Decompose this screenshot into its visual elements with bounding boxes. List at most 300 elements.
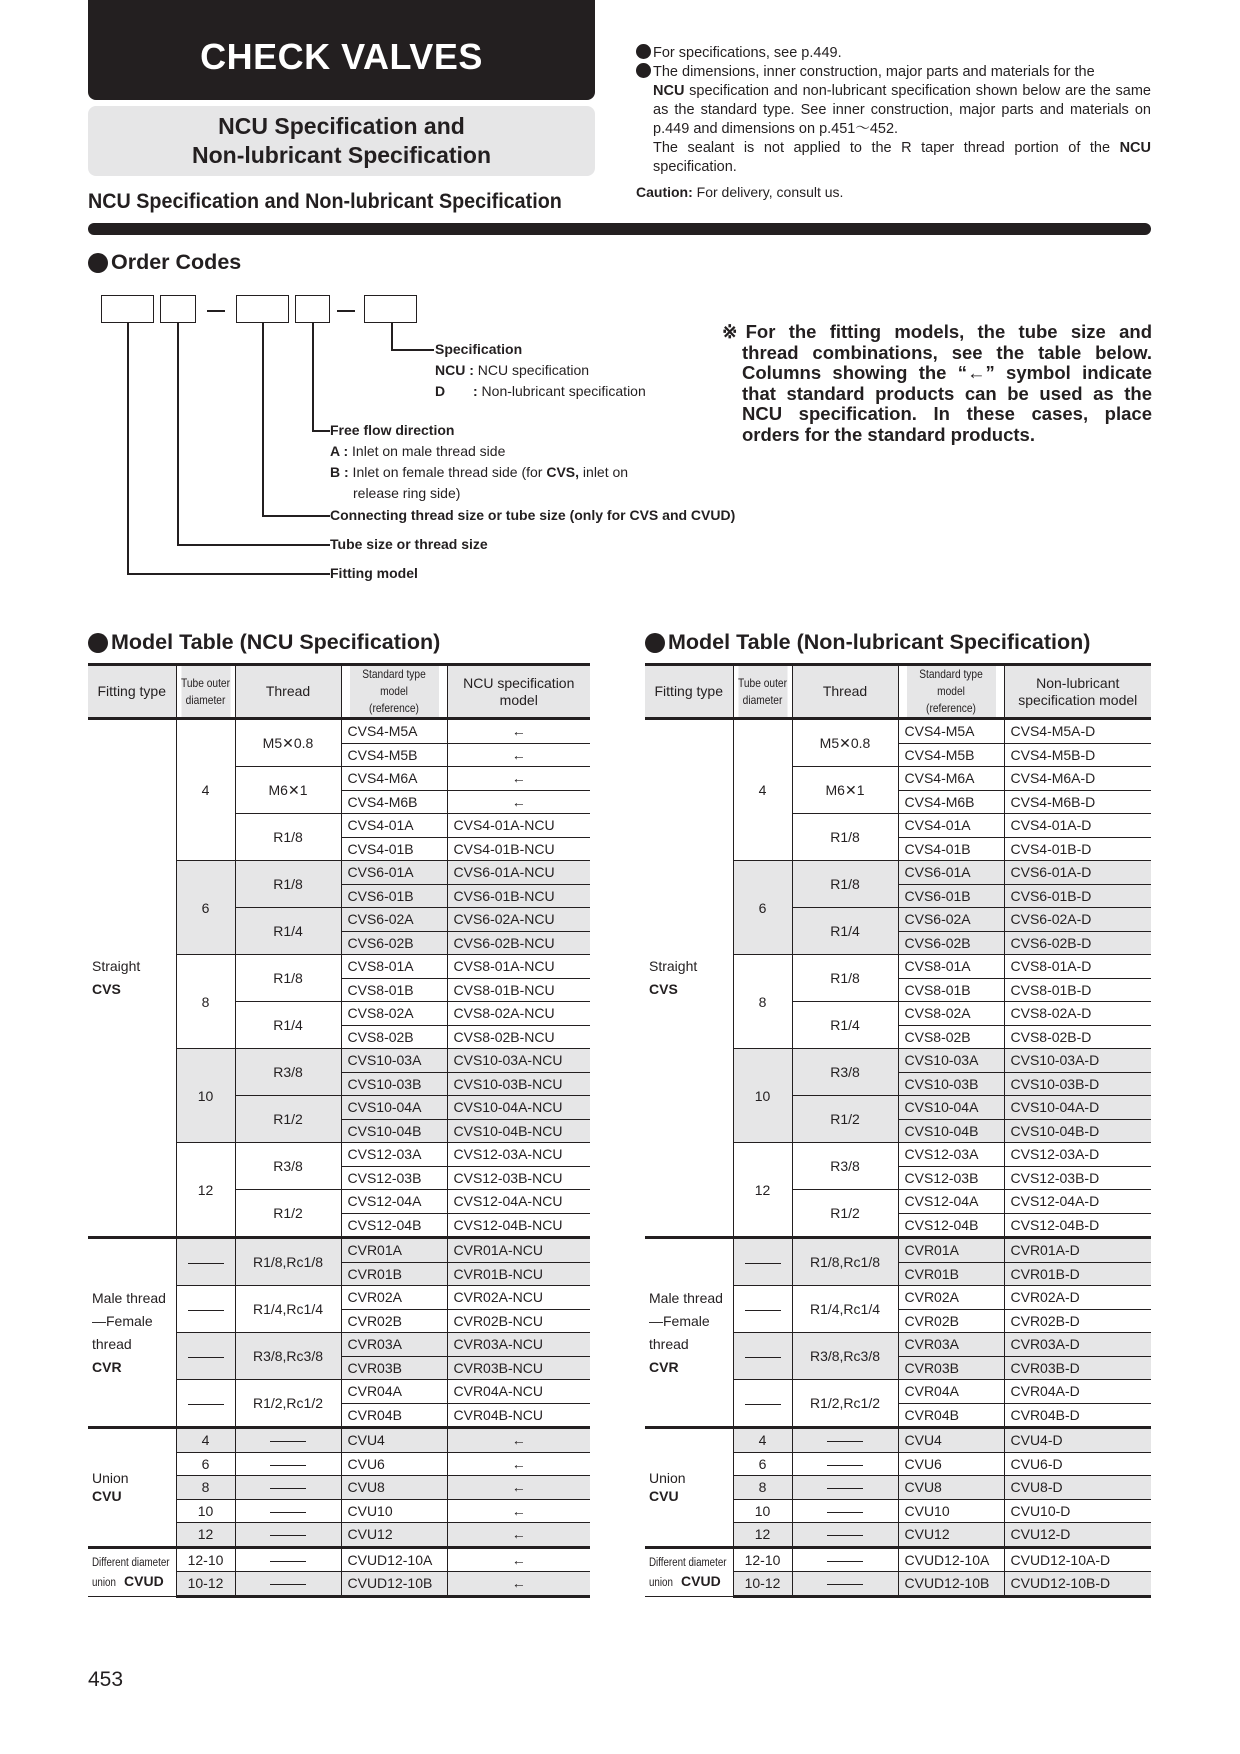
col-thread: Thread <box>792 665 898 719</box>
standard-model-cell: CVS10-03A <box>341 1049 447 1073</box>
spec-model-cell: CVR01B-D <box>1004 1262 1151 1286</box>
standard-model-cell: CVR03A <box>341 1333 447 1357</box>
table-row <box>645 1238 1151 1263</box>
thread-cell <box>792 1572 898 1597</box>
standard-model-cell: CVUD12-10A <box>341 1547 447 1572</box>
standard-model-cell: CVS6-02B <box>898 931 1004 955</box>
standard-model-cell: CVS4-01B <box>341 837 447 861</box>
standard-model-cell: CVU10 <box>341 1499 447 1523</box>
standard-model-cell: CVS12-04B <box>898 1213 1004 1238</box>
standard-model-cell: CVR03B <box>341 1356 447 1380</box>
spec-model-cell: CVS8-02A-D <box>1004 1002 1151 1026</box>
tube-od-cell: 4 <box>176 1428 235 1453</box>
thread-cell <box>792 1452 898 1476</box>
spec-model-cell: ← <box>447 1428 590 1453</box>
code-dash <box>207 310 225 312</box>
section-divider <box>88 223 1151 235</box>
thread-cell: R3/8 <box>792 1143 898 1190</box>
non-lubricant-model-table <box>645 663 1151 1598</box>
standard-model-cell: CVUD12-10B <box>898 1572 1004 1597</box>
spec-model-cell: CVR02B-NCU <box>447 1309 590 1333</box>
standard-model-cell: CVR02A <box>341 1286 447 1310</box>
standard-model-cell: CVS4-01A <box>898 814 1004 838</box>
standard-model-cell: CVS10-04A <box>898 1096 1004 1120</box>
table-row <box>88 1238 590 1263</box>
thread-cell: R1/4 <box>235 908 341 955</box>
dash-line <box>827 1584 863 1585</box>
standard-model-cell: CVS4-M5A <box>341 719 447 744</box>
table-row <box>88 1547 590 1572</box>
spec-model-cell: CVUD12-10A-D <box>1004 1547 1151 1572</box>
standard-model-cell: CVS10-04B <box>341 1119 447 1143</box>
free-flow-option-a: A : Inlet on male thread side <box>330 443 506 459</box>
spec-model-cell: CVU12-D <box>1004 1523 1151 1548</box>
fitting-remark: ※For the fitting models, the tube size and thread combinations, see the table below. Columns showing the “←” symbol indicate that standard products can be used as the NCU specification. In these cases, place orders for the standard products. <box>722 321 1152 445</box>
standard-model-cell: CVR02A <box>898 1286 1004 1310</box>
tube-od-cell: 8 <box>733 955 792 1049</box>
standard-model-cell: CVS4-M6A <box>341 767 447 791</box>
connector-line <box>391 323 393 350</box>
bullet-icon <box>645 633 665 653</box>
standard-model-cell: CVU6 <box>341 1452 447 1476</box>
standard-model-cell: CVS10-03B <box>898 1072 1004 1096</box>
spec-model-cell: CVR04B-D <box>1004 1403 1151 1428</box>
tube-od-cell: 10 <box>176 1499 235 1523</box>
dash-line <box>827 1512 863 1513</box>
spec-model-cell: CVS10-04A-D <box>1004 1096 1151 1120</box>
order-codes-heading: Order Codes <box>88 250 241 275</box>
thread-cell <box>792 1476 898 1500</box>
thread-cell: R1/2,Rc1/2 <box>792 1380 898 1428</box>
col-fitting-type: Fitting type <box>88 665 176 719</box>
tube-od-cell <box>176 1238 235 1286</box>
connector-line <box>177 323 179 545</box>
dash-line <box>188 1263 224 1264</box>
standard-model-cell: CVR04A <box>341 1380 447 1404</box>
dash-line <box>827 1465 863 1466</box>
spec-model-cell: CVS4-01A-D <box>1004 814 1151 838</box>
code-dash <box>337 310 355 312</box>
fitting-type-cvu: Union CVU <box>645 1428 733 1548</box>
standard-model-cell: CVS12-03A <box>341 1143 447 1167</box>
standard-model-cell: CVU4 <box>898 1428 1004 1453</box>
spec-model-cell: CVS8-01A-D <box>1004 955 1151 979</box>
standard-model-cell: CVS6-02A <box>341 908 447 932</box>
thread-cell: R1/2 <box>792 1096 898 1143</box>
page-number: 453 <box>88 1668 124 1691</box>
tube-od-cell: 10 <box>733 1049 792 1143</box>
spec-model-cell: CVUD12-10B-D <box>1004 1572 1151 1597</box>
spec-model-cell: CVS10-03A-D <box>1004 1049 1151 1073</box>
nl-table-heading: Model Table (Non-lubricant Specification) <box>645 630 1090 655</box>
tube-od-cell: 6 <box>176 1452 235 1476</box>
spec-model-cell: ← <box>447 1547 590 1572</box>
connector-line <box>312 323 314 431</box>
dash-line <box>270 1488 306 1489</box>
spec-model-cell: CVR01A-D <box>1004 1238 1151 1263</box>
bullet-icon <box>636 44 651 59</box>
spec-model-cell: CVS4-M5A-D <box>1004 719 1151 744</box>
spec-model-cell: CVR03A-NCU <box>447 1333 590 1357</box>
standard-model-cell: CVS12-03B <box>341 1166 447 1190</box>
thread-cell: R3/8 <box>792 1049 898 1096</box>
note-2-cont: NCU specification and non-lubricant specification shown below are the same as the standard type. See inner construction, major parts and materials on p.449 and dimensions on p.451～452. <box>653 83 1151 137</box>
dash-line <box>827 1535 863 1536</box>
bullet-icon <box>636 63 651 78</box>
standard-model-cell: CVS4-M5B <box>341 743 447 767</box>
spec-model-cell: ← <box>447 767 590 791</box>
thread-cell <box>792 1547 898 1572</box>
spec-model-cell: ← <box>447 743 590 767</box>
bullet-icon <box>88 253 108 273</box>
code-box-specification <box>364 295 417 323</box>
thread-cell: R1/4,Rc1/4 <box>235 1286 341 1333</box>
spec-model-cell: CVR03B-D <box>1004 1356 1151 1380</box>
page-title: CHECK VALVES <box>200 36 483 77</box>
spec-model-cell: ← <box>447 1499 590 1523</box>
tube-od-cell: 8 <box>176 1476 235 1500</box>
table-row <box>645 1428 1151 1453</box>
dash-line <box>745 1263 781 1264</box>
tube-od-cell: 12 <box>176 1523 235 1548</box>
dash-line <box>270 1535 306 1536</box>
spec-model-cell: CVS4-M5B-D <box>1004 743 1151 767</box>
standard-model-cell: CVS6-01A <box>898 861 1004 885</box>
tube-od-cell: 12 <box>733 1523 792 1548</box>
subtitle-line-2: Non-lubricant Specification <box>191 142 492 168</box>
spec-model-cell: CVR01B-NCU <box>447 1262 590 1286</box>
standard-model-cell: CVR03A <box>898 1333 1004 1357</box>
spec-model-cell: CVS10-03B-NCU <box>447 1072 590 1096</box>
spec-label: Specification <box>435 341 523 357</box>
tube-od-cell: 6 <box>733 861 792 955</box>
thread-cell: R1/8 <box>235 861 341 908</box>
standard-model-cell: CVS4-M6B <box>898 790 1004 814</box>
fitting-type-cvud: Different diameter union CVUD <box>88 1547 176 1596</box>
standard-model-cell: CVR01A <box>898 1238 1004 1263</box>
standard-model-cell: CVS4-M5A <box>898 719 1004 744</box>
dash-line <box>188 1310 224 1311</box>
title-banner <box>88 0 595 100</box>
standard-model-cell: CVR04B <box>898 1403 1004 1428</box>
spec-model-cell: CVS10-03A-NCU <box>447 1049 590 1073</box>
standard-model-cell: CVS8-01A <box>341 955 447 979</box>
ncu-table-heading: Model Table (NCU Specification) <box>88 630 440 655</box>
spec-model-cell: CVS6-01A-D <box>1004 861 1151 885</box>
standard-model-cell: CVS10-04A <box>341 1096 447 1120</box>
standard-model-cell: CVS4-M6B <box>341 790 447 814</box>
spec-model-cell: CVS8-01B-NCU <box>447 978 590 1002</box>
tube-od-cell <box>733 1333 792 1380</box>
thread-cell: R3/8 <box>235 1049 341 1096</box>
spec-model-cell: CVR04B-NCU <box>447 1403 590 1428</box>
standard-model-cell: CVS6-01A <box>341 861 447 885</box>
spec-model-cell: ← <box>447 790 590 814</box>
standard-model-cell: CVS10-03B <box>341 1072 447 1096</box>
spec-model-cell: CVS10-04B-D <box>1004 1119 1151 1143</box>
tube-od-cell: 6 <box>176 861 235 955</box>
code-box-fitting-model <box>101 295 154 323</box>
connector-line <box>262 323 264 516</box>
subtitle-line-1: NCU Specification and <box>218 113 465 139</box>
dash-line <box>270 1561 306 1562</box>
tube-od-cell <box>733 1238 792 1286</box>
connector-line <box>391 349 434 351</box>
thread-cell: R3/8 <box>235 1143 341 1190</box>
standard-model-cell: CVR02B <box>341 1309 447 1333</box>
tube-od-cell: 10-12 <box>733 1572 792 1597</box>
spec-model-cell: CVS8-01A-NCU <box>447 955 590 979</box>
spec-model-cell: CVR02A-D <box>1004 1286 1151 1310</box>
fitting-type-cvud: Different diameter union CVUD <box>645 1547 733 1596</box>
connector-line <box>262 515 330 517</box>
standard-model-cell: CVS8-02B <box>898 1025 1004 1049</box>
spec-model-cell: CVS12-04A-NCU <box>447 1190 590 1214</box>
thread-cell: M5✕0.8 <box>235 719 341 767</box>
tube-od-cell: 8 <box>733 1476 792 1500</box>
free-flow-option-b-cont: release ring side) <box>353 485 461 501</box>
tube-od-cell: 10-12 <box>176 1572 235 1597</box>
note-1: For specifications, see p.449. <box>636 44 1151 63</box>
connector-line <box>177 544 330 546</box>
spec-model-cell: CVU8-D <box>1004 1476 1151 1500</box>
thread-cell: R1/8 <box>792 814 898 861</box>
standard-model-cell: CVS12-04A <box>898 1190 1004 1214</box>
thread-cell: M5✕0.8 <box>792 719 898 767</box>
thread-cell: R1/8 <box>792 955 898 1002</box>
code-box-connecting-size <box>236 295 289 323</box>
spec-model-cell: ← <box>447 1523 590 1548</box>
dash-line <box>270 1512 306 1513</box>
spec-option-d: D : Non-lubricant specification <box>435 383 646 399</box>
spec-model-cell: CVR03A-D <box>1004 1333 1151 1357</box>
standard-model-cell: CVS8-01A <box>898 955 1004 979</box>
dash-line <box>827 1441 863 1442</box>
note-3: The sealant is not applied to the R taper thread portion of the NCU specification. <box>653 140 1151 175</box>
spec-model-cell: CVS8-01B-D <box>1004 978 1151 1002</box>
spec-model-cell: CVS6-01B-D <box>1004 884 1151 908</box>
fitting-type-cvr: Male thread —Female thread CVR <box>88 1238 176 1428</box>
spec-model-cell: CVS8-02A-NCU <box>447 1002 590 1026</box>
standard-model-cell: CVU8 <box>341 1476 447 1500</box>
spec-model-cell: CVR02A-NCU <box>447 1286 590 1310</box>
dash-line <box>188 1357 224 1358</box>
fitting-type-cvu: Union CVU <box>88 1428 176 1548</box>
standard-model-cell: CVS12-03B <box>898 1166 1004 1190</box>
connector-line <box>127 323 129 574</box>
tube-od-cell <box>176 1286 235 1333</box>
thread-cell <box>235 1428 341 1453</box>
spec-model-cell: CVR01A-NCU <box>447 1238 590 1263</box>
table-row <box>645 719 1151 744</box>
tube-od-cell: 12-10 <box>733 1547 792 1572</box>
free-flow-label: Free flow direction <box>330 422 455 438</box>
tube-od-cell <box>733 1380 792 1428</box>
connector-line <box>127 573 330 575</box>
standard-model-cell: CVR01B <box>341 1262 447 1286</box>
col-tube-od: Tube outer diameter <box>737 665 787 719</box>
spec-model-cell: CVS12-03A-D <box>1004 1143 1151 1167</box>
spec-model-cell: CVS10-03B-D <box>1004 1072 1151 1096</box>
dash-line <box>745 1404 781 1405</box>
table-row <box>88 719 590 744</box>
dash-line <box>270 1441 306 1442</box>
spec-model-cell: CVS12-03B-NCU <box>447 1166 590 1190</box>
spec-model-cell: CVS6-02B-NCU <box>447 931 590 955</box>
tube-od-cell <box>176 1380 235 1428</box>
standard-model-cell: CVS4-M5B <box>898 743 1004 767</box>
thread-cell: R1/8 <box>792 861 898 908</box>
spec-model-cell: CVS10-04A-NCU <box>447 1096 590 1120</box>
spec-model-cell: CVU4-D <box>1004 1428 1151 1453</box>
standard-model-cell: CVS8-01B <box>341 978 447 1002</box>
thread-cell: R1/8 <box>235 814 341 861</box>
connector-line <box>312 430 330 432</box>
spec-model-cell: ← <box>447 719 590 744</box>
standard-model-cell: CVS12-03A <box>898 1143 1004 1167</box>
thread-cell: R1/4 <box>792 1002 898 1049</box>
spec-model-cell: CVS12-04A-D <box>1004 1190 1151 1214</box>
tube-od-cell: 10 <box>733 1499 792 1523</box>
spec-model-cell: CVS8-02B-D <box>1004 1025 1151 1049</box>
tube-od-cell: 12-10 <box>176 1547 235 1572</box>
thread-cell: R1/2 <box>235 1096 341 1143</box>
standard-model-cell: CVU12 <box>341 1523 447 1548</box>
tube-od-cell: 6 <box>733 1452 792 1476</box>
fitting-type-cvs: Straight CVS <box>649 958 698 997</box>
spec-model-cell: CVR04A-D <box>1004 1380 1151 1404</box>
dash-line <box>270 1465 306 1466</box>
standard-model-cell: CVS12-04B <box>341 1213 447 1238</box>
standard-model-cell: CVS4-M6A <box>898 767 1004 791</box>
thread-cell <box>235 1547 341 1572</box>
dash-line <box>827 1488 863 1489</box>
standard-model-cell: CVS6-01B <box>341 884 447 908</box>
spec-model-cell: CVU10-D <box>1004 1499 1151 1523</box>
col-spec-model: Non-lubricant specification model <box>1004 665 1151 719</box>
standard-model-cell: CVS4-01A <box>341 814 447 838</box>
tube-od-cell <box>176 1333 235 1380</box>
fitting-type-cvr: Male thread —Female thread CVR <box>645 1238 733 1428</box>
dash-line <box>827 1561 863 1562</box>
spec-model-cell: CVS6-02B-D <box>1004 931 1151 955</box>
thread-cell: R1/2,Rc1/2 <box>235 1380 341 1428</box>
standard-model-cell: CVS6-01B <box>898 884 1004 908</box>
spec-model-cell: CVS10-04B-NCU <box>447 1119 590 1143</box>
standard-model-cell: CVS8-02B <box>341 1025 447 1049</box>
spec-model-cell: CVR04A-NCU <box>447 1380 590 1404</box>
standard-model-cell: CVR04A <box>898 1380 1004 1404</box>
spec-model-cell: CVS12-03B-D <box>1004 1166 1151 1190</box>
thread-cell: R3/8,Rc3/8 <box>792 1333 898 1380</box>
dash-line <box>188 1404 224 1405</box>
standard-model-cell: CVS12-04A <box>341 1190 447 1214</box>
standard-model-cell: CVU8 <box>898 1476 1004 1500</box>
ncu-model-table <box>88 663 590 1598</box>
standard-model-cell: CVS6-02A <box>898 908 1004 932</box>
spec-model-cell: CVR02B-D <box>1004 1309 1151 1333</box>
spec-model-cell: CVR03B-NCU <box>447 1356 590 1380</box>
standard-model-cell: CVS8-02A <box>341 1002 447 1026</box>
thread-cell <box>792 1523 898 1548</box>
spec-model-cell: CVS6-01A-NCU <box>447 861 590 885</box>
col-standard-model: Standard type model (reference) <box>906 665 996 719</box>
standard-model-cell: CVR04B <box>341 1403 447 1428</box>
thread-cell <box>235 1572 341 1597</box>
standard-model-cell: CVR02B <box>898 1309 1004 1333</box>
tube-od-cell: 8 <box>176 955 235 1049</box>
standard-model-cell: CVUD12-10A <box>898 1547 1004 1572</box>
spec-model-cell: CVS4-M6B-D <box>1004 790 1151 814</box>
thread-cell: R1/8 <box>235 955 341 1002</box>
thread-cell: R1/8,Rc1/8 <box>792 1238 898 1286</box>
standard-model-cell: CVS4-01B <box>898 837 1004 861</box>
dash-line <box>745 1357 781 1358</box>
tube-od-cell: 4 <box>733 719 792 861</box>
spec-model-cell: CVS4-01B-D <box>1004 837 1151 861</box>
spec-model-cell: CVS12-03A-NCU <box>447 1143 590 1167</box>
spec-model-cell: CVS6-01B-NCU <box>447 884 590 908</box>
standard-model-cell: CVS10-04B <box>898 1119 1004 1143</box>
tube-od-cell: 10 <box>176 1049 235 1143</box>
subtitle-banner <box>88 106 595 176</box>
spec-model-cell: CVS12-04B-NCU <box>447 1213 590 1238</box>
spec-model-cell: ← <box>447 1572 590 1597</box>
tube-size-label: Tube size or thread size <box>330 536 488 552</box>
connecting-size-label: Connecting thread size or tube size (only for CVS and CVUD) <box>330 507 736 523</box>
col-standard-model: Standard type model (reference) <box>349 665 439 719</box>
table-header-row <box>88 665 590 719</box>
dash-line <box>270 1584 306 1585</box>
spec-model-cell: CVS8-02B-NCU <box>447 1025 590 1049</box>
dash-line <box>745 1310 781 1311</box>
standard-model-cell: CVUD12-10B <box>341 1572 447 1597</box>
thread-cell: R1/2 <box>235 1190 341 1238</box>
thread-cell: R1/8,Rc1/8 <box>235 1238 341 1286</box>
thread-cell <box>792 1499 898 1523</box>
thread-cell: R3/8,Rc3/8 <box>235 1333 341 1380</box>
spec-model-cell: CVU6-D <box>1004 1452 1151 1476</box>
table-header-row <box>645 665 1151 719</box>
tube-od-cell <box>733 1286 792 1333</box>
spec-model-cell: CVS4-01A-NCU <box>447 814 590 838</box>
thread-cell: M6✕1 <box>235 767 341 814</box>
spec-option-ncu: NCU : NCU specification <box>435 362 590 378</box>
bullet-icon <box>88 633 108 653</box>
col-thread: Thread <box>235 665 341 719</box>
note-2: The dimensions, inner construction, major parts and materials for the <box>636 63 1151 82</box>
standard-model-cell: CVR01B <box>898 1262 1004 1286</box>
standard-model-cell: CVU10 <box>898 1499 1004 1523</box>
standard-model-cell: CVS8-01B <box>898 978 1004 1002</box>
table-row <box>88 1428 590 1453</box>
spec-model-cell: CVS12-04B-D <box>1004 1213 1151 1238</box>
thread-cell: R1/4 <box>235 1002 341 1049</box>
standard-model-cell: CVS10-03A <box>898 1049 1004 1073</box>
col-spec-model: NCU specification model <box>447 665 590 719</box>
spec-model-cell: CVS6-02A-NCU <box>447 908 590 932</box>
notes-block <box>636 44 1151 177</box>
col-tube-od: Tube outer diameter <box>180 665 230 719</box>
spec-model-cell: ← <box>447 1476 590 1500</box>
thread-cell <box>235 1523 341 1548</box>
free-flow-option-b: B : Inlet on female thread side (for CVS, inlet on <box>330 464 629 480</box>
spec-model-cell: ← <box>447 1452 590 1476</box>
thread-cell: R1/4 <box>792 908 898 955</box>
standard-model-cell: CVU4 <box>341 1428 447 1453</box>
standard-model-cell: CVR01A <box>341 1238 447 1263</box>
standard-model-cell: CVS6-02B <box>341 931 447 955</box>
